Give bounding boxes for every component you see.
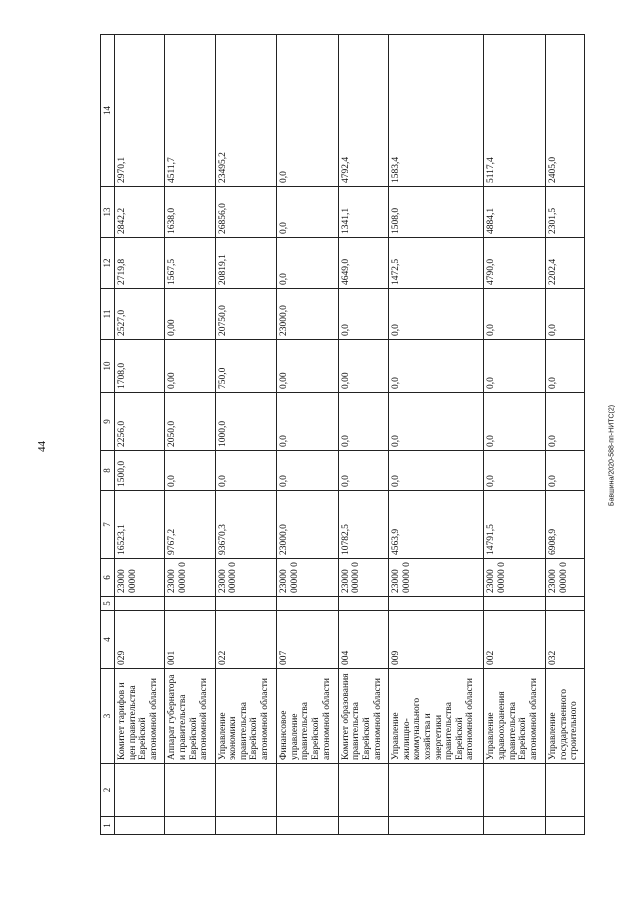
column-number: 4 (101, 611, 115, 669)
table-cell: 001 (165, 611, 215, 669)
table-cell: 0,0 (484, 451, 546, 491)
table-cell: 1708,0 (115, 340, 165, 393)
table-cell: 004 (338, 611, 388, 669)
table-cell: 002 (484, 611, 546, 669)
table-cell: 2202,4 (545, 238, 584, 289)
table-cell (115, 817, 165, 835)
table-cell: 2527,0 (115, 289, 165, 340)
column-number: 7 (101, 491, 115, 559)
table-row (165, 35, 215, 835)
table-cell: 9767,2 (165, 491, 215, 559)
rotated-table-wrapper (100, 35, 585, 835)
table-cell: 26856,0 (215, 187, 277, 238)
table-cell: 750,0 (215, 340, 277, 393)
table-cell (389, 817, 484, 835)
table-cell: 1500,0 (115, 451, 165, 491)
table-row (484, 35, 546, 835)
table-cell (165, 597, 215, 611)
table-cell: 0,0 (545, 289, 584, 340)
table-cell: 0,0 (545, 340, 584, 393)
table-cell: Управление экономики правительства Еврейской автономной области (215, 669, 277, 764)
table-cell: 23000 00000 (115, 559, 165, 597)
table-cell: 2405,0 (545, 35, 584, 187)
table-cell: 23000 00000 0 (165, 559, 215, 597)
table-row (115, 35, 165, 835)
table-cell: 0,0 (338, 289, 388, 340)
table-cell: 23000 00000 0 (545, 559, 584, 597)
table-cell: 1638,0 (165, 187, 215, 238)
table-cell (545, 597, 584, 611)
table-cell: Аппарат губернатора и правительства Еврейской автономной области (165, 669, 215, 764)
table-cell: 2256,0 (115, 393, 165, 451)
table-cell: Финансовое управление правительства Еврейской автономной области (277, 669, 339, 764)
table-cell (165, 817, 215, 835)
table-cell: 0,0 (215, 451, 277, 491)
table-cell: Комитет тарифов и цен правительства Еврейской автономной области (115, 669, 165, 764)
table-cell: 0,0 (389, 289, 484, 340)
column-number: 1 (101, 817, 115, 835)
table-cell: 0,0 (277, 238, 339, 289)
table-cell: 23000 00000 0 (338, 559, 388, 597)
table-cell: 0,00 (277, 340, 339, 393)
table-cell: 0,0 (545, 451, 584, 491)
table-cell: 0,00 (165, 340, 215, 393)
table-cell: 6908,9 (545, 491, 584, 559)
column-number: 12 (101, 238, 115, 289)
table-cell: 0,0 (484, 393, 546, 451)
table-cell: 1583,4 (389, 35, 484, 187)
table-cell (338, 764, 388, 817)
column-number: 6 (101, 559, 115, 597)
table-cell (484, 597, 546, 611)
table-cell (215, 817, 277, 835)
table-cell (165, 764, 215, 817)
table-cell: 4790,0 (484, 238, 546, 289)
column-number: 10 (101, 340, 115, 393)
table-cell: 4792,4 (338, 35, 388, 187)
table-row (277, 35, 339, 835)
table-cell: 0,00 (165, 289, 215, 340)
table-cell: 0,0 (389, 393, 484, 451)
table-cell: Управление государственного строительного (545, 669, 584, 764)
table-cell (338, 597, 388, 611)
column-number: 13 (101, 187, 115, 238)
table-row (215, 35, 277, 835)
table-cell (277, 764, 339, 817)
table-cell: 20819,1 (215, 238, 277, 289)
table-header-row (101, 35, 115, 835)
table-cell: 5117,4 (484, 35, 546, 187)
table-cell: 23000 00000 0 (215, 559, 277, 597)
table-cell: 0,0 (484, 289, 546, 340)
table-cell: 0,0 (484, 340, 546, 393)
column-number: 8 (101, 451, 115, 491)
table-cell: 4563,9 (389, 491, 484, 559)
table-cell (277, 817, 339, 835)
table-cell: 1472,5 (389, 238, 484, 289)
table-cell: 0,0 (277, 35, 339, 187)
table-cell: 0,0 (338, 393, 388, 451)
table-cell: 029 (115, 611, 165, 669)
table-cell: 23000,0 (277, 491, 339, 559)
table-cell: 2842,2 (115, 187, 165, 238)
table-cell: 0,0 (277, 393, 339, 451)
table-cell: 0,00 (338, 340, 388, 393)
table-cell (484, 817, 546, 835)
table-cell: 4649,0 (338, 238, 388, 289)
table-cell: 0,0 (338, 451, 388, 491)
table-cell: 1341,1 (338, 187, 388, 238)
table-row (545, 35, 584, 835)
table-cell: 1567,5 (165, 238, 215, 289)
table-cell (115, 764, 165, 817)
table-cell: 022 (215, 611, 277, 669)
table-cell (115, 597, 165, 611)
table-cell: 16523,1 (115, 491, 165, 559)
table-cell (545, 817, 584, 835)
column-number: 3 (101, 669, 115, 764)
table-cell: 032 (545, 611, 584, 669)
column-number: 5 (101, 597, 115, 611)
table-cell: 0,0 (389, 340, 484, 393)
table-cell: Комитет образования правительства Еврейской автономной области (338, 669, 388, 764)
table-cell: 4511,7 (165, 35, 215, 187)
column-number: 11 (101, 289, 115, 340)
table-cell: 23000 00000 0 (389, 559, 484, 597)
table-cell: 0,0 (545, 393, 584, 451)
table-cell: 009 (389, 611, 484, 669)
column-number: 9 (101, 393, 115, 451)
table-cell: Управление жилищно-коммунального хозяйства и энергетики правительства Еврейской автономной области (389, 669, 484, 764)
table-cell: 4884,1 (484, 187, 546, 238)
table-cell: 0,0 (165, 451, 215, 491)
table-cell: 0,0 (277, 451, 339, 491)
table-cell: 20750,0 (215, 289, 277, 340)
table-cell (215, 597, 277, 611)
table-cell: 007 (277, 611, 339, 669)
table-cell: Управление здравоохранения правительства Еврейской автономной области (484, 669, 546, 764)
table-cell: 2970,1 (115, 35, 165, 187)
table-cell (484, 764, 546, 817)
table-row (389, 35, 484, 835)
table-row (338, 35, 388, 835)
table-cell (545, 764, 584, 817)
column-number: 2 (101, 764, 115, 817)
budget-table (100, 34, 585, 835)
table-cell: 10782,5 (338, 491, 388, 559)
table-cell: 2301,5 (545, 187, 584, 238)
table-cell: 2719,8 (115, 238, 165, 289)
table-cell: 0,0 (389, 451, 484, 491)
document-code: Бавшина/2020-588-пп-НИТС(2) (608, 404, 616, 507)
table-cell: 1000,0 (215, 393, 277, 451)
table-cell: 14791,5 (484, 491, 546, 559)
table-cell: 23495,2 (215, 35, 277, 187)
table-cell: 23000 00000 0 (277, 559, 339, 597)
table-cell (215, 764, 277, 817)
table-cell (389, 597, 484, 611)
table-cell (338, 817, 388, 835)
table-cell (277, 597, 339, 611)
table-cell: 1508,0 (389, 187, 484, 238)
table-cell: 2050,0 (165, 393, 215, 451)
page-number: 44 (36, 441, 48, 452)
table-cell: 23000 00000 0 (484, 559, 546, 597)
table-cell: 23000,0 (277, 289, 339, 340)
column-number: 14 (101, 35, 115, 187)
table-cell: 0,0 (277, 187, 339, 238)
table-cell: 93670,3 (215, 491, 277, 559)
table-cell (389, 764, 484, 817)
